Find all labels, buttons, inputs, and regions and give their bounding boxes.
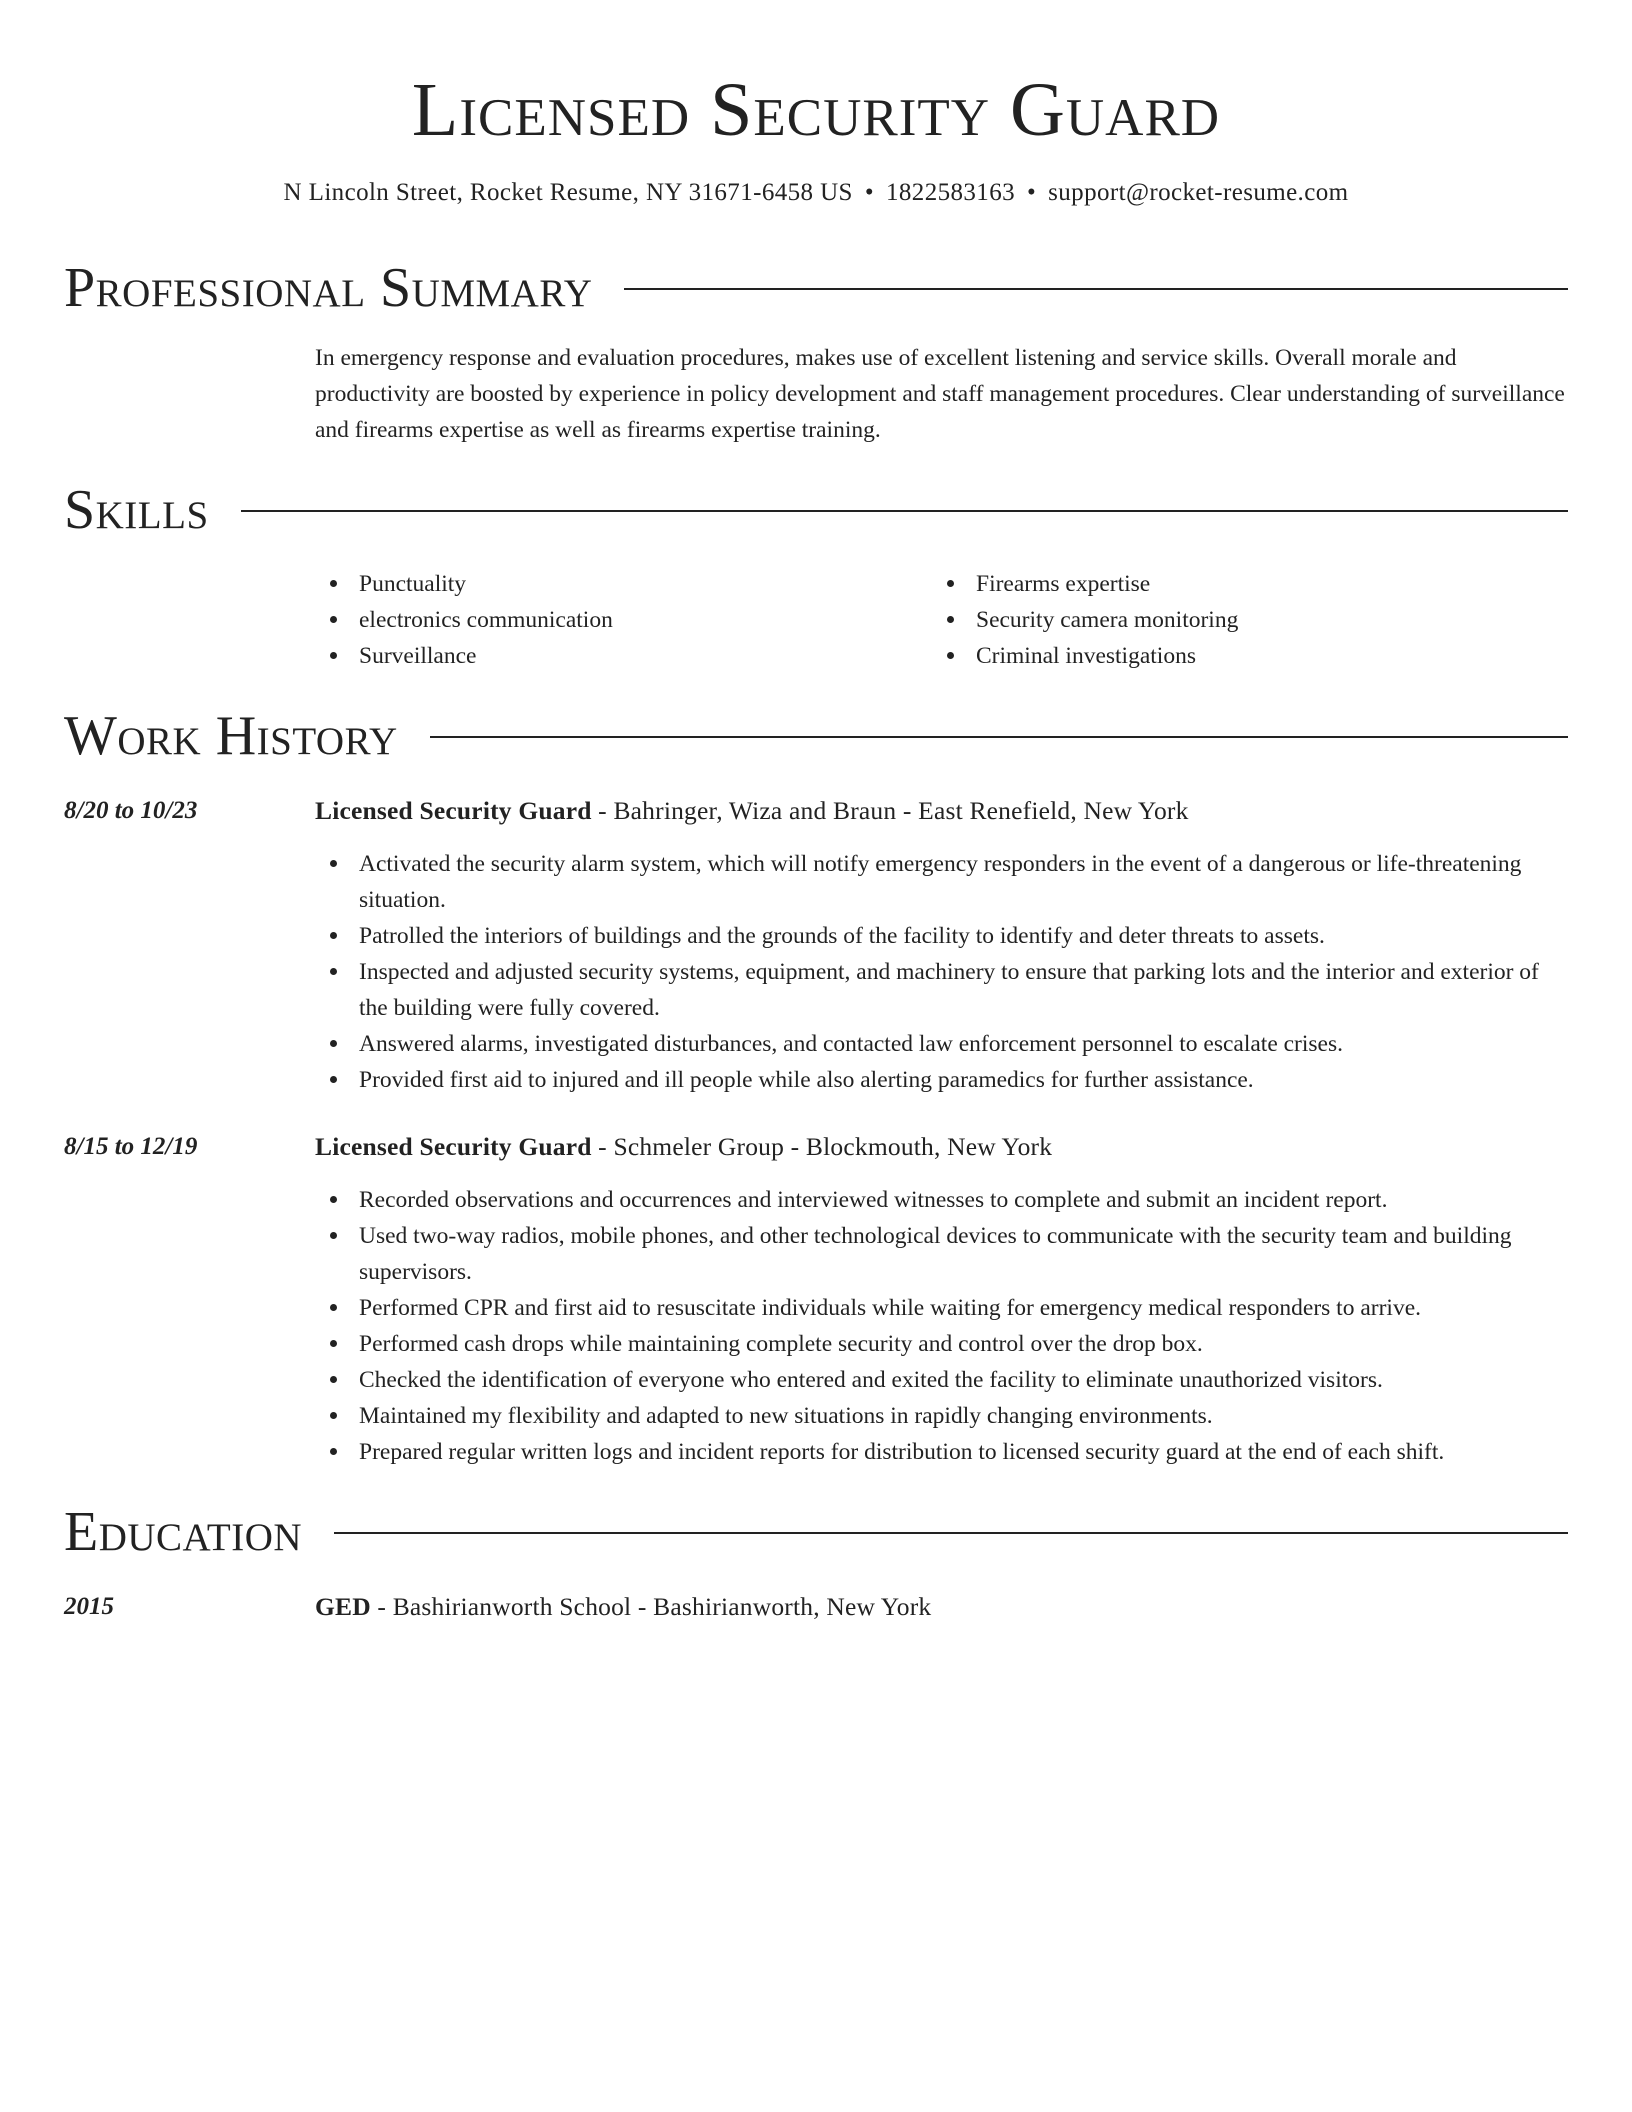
skills-section-header (64, 478, 1568, 542)
job-title: Licensed Security Guard (315, 796, 592, 825)
contact-address: N Lincoln Street, Rocket Resume, NY 31671-6458 US (283, 179, 853, 206)
job-bullet: Provided first aid to injured and ill people while also alerting paramedics for further assistance. (315, 1062, 1568, 1098)
job-title-line (315, 1128, 1568, 1166)
job-bullet: Inspected and adjusted security systems, equipment, and machinery to ensure that parking lots and the interior and exterior of the building were fully covered. (315, 954, 1568, 1026)
skills-column-left (315, 566, 932, 674)
summary-heading: Professional Summary (64, 257, 593, 319)
job-content (315, 792, 1568, 1098)
job-bullet: Maintained my flexibility and adapted to new situations in rapidly changing environments. (315, 1398, 1568, 1434)
summary-text: In emergency response and evaluation procedures, makes use of excellent listening and service skills. Overall morale and productivity are boosted by experience in policy development and staff management procedures. Clear understanding of surveillance and firearms expertise as well as firearms expertise training. (315, 345, 1565, 443)
skills-heading: Skills (64, 479, 209, 541)
job-bullet: Prepared regular written logs and incident reports for distribution to licensed security guard at the end of each shift. (315, 1434, 1568, 1470)
section-divider (334, 1532, 1568, 1534)
job-bullet: Patrolled the interiors of buildings and the grounds of the facility to identify and deter threats to assets. (315, 918, 1568, 954)
skill-item: Firearms expertise (932, 566, 1549, 602)
education-line (315, 1588, 1568, 1626)
job-entry (64, 792, 1568, 1098)
section-divider (624, 288, 1568, 290)
job-bullets (315, 1182, 1568, 1470)
job-employer: - Schmeler Group - Blockmouth, New York (591, 1132, 1053, 1161)
education-heading: Education (64, 1501, 303, 1563)
education-school: - Bashirianworth School - Bashirianworth, New York (370, 1592, 932, 1621)
contact-email: support@rocket-resume.com (1048, 179, 1349, 206)
skills-column-right (932, 566, 1549, 674)
education-year: 2015 (64, 1593, 114, 1620)
job-title-line (315, 792, 1568, 830)
job-employer: - Bahringer, Wiza and Braun - East Renefield, New York (591, 796, 1189, 825)
skills-columns (315, 566, 1568, 674)
job-entry (64, 1128, 1568, 1470)
education-content (315, 1588, 1568, 1626)
contact-line (64, 176, 1568, 210)
job-bullets (315, 846, 1568, 1098)
skill-item: electronics communication (315, 602, 932, 638)
skill-item: Surveillance (315, 638, 932, 674)
skill-item: Punctuality (315, 566, 932, 602)
education-degree: GED (315, 1592, 371, 1621)
job-bullet: Performed cash drops while maintaining complete security and control over the drop box. (315, 1326, 1568, 1362)
skill-item: Criminal investigations (932, 638, 1549, 674)
summary-section-header (64, 256, 1568, 320)
candidate-name: Licensed Security Guard (411, 68, 1221, 152)
job-title: Licensed Security Guard (315, 1132, 592, 1161)
section-divider (430, 736, 1568, 738)
contact-separator: • (1027, 179, 1037, 206)
job-bullet: Activated the security alarm system, which will notify emergency responders in the event of a dangerous or life-threatening situation. (315, 846, 1568, 918)
job-dates: 8/20 to 10/23 (64, 797, 198, 824)
job-dates: 8/15 to 12/19 (64, 1133, 198, 1160)
job-bullet: Answered alarms, investigated disturbances, and contacted law enforcement personnel to escalate crises. (315, 1026, 1568, 1062)
work-heading: Work History (64, 705, 398, 767)
section-divider (241, 510, 1568, 512)
job-bullet: Checked the identification of everyone who entered and exited the facility to eliminate unauthorized visitors. (315, 1362, 1568, 1398)
education-section-header (64, 1500, 1568, 1564)
education-entry (64, 1588, 1568, 1626)
contact-phone: 1822583163 (886, 179, 1015, 206)
job-content (315, 1128, 1568, 1470)
job-bullet: Performed CPR and first aid to resuscitate individuals while waiting for emergency medical responders to arrive. (315, 1290, 1568, 1326)
job-bullet: Recorded observations and occurrences and interviewed witnesses to complete and submit an incident report. (315, 1182, 1568, 1218)
contact-separator: • (864, 179, 874, 206)
skill-item: Security camera monitoring (932, 602, 1549, 638)
job-bullet: Used two-way radios, mobile phones, and other technological devices to communicate with the security team and building supervisors. (315, 1218, 1568, 1290)
work-section-header (64, 704, 1568, 768)
